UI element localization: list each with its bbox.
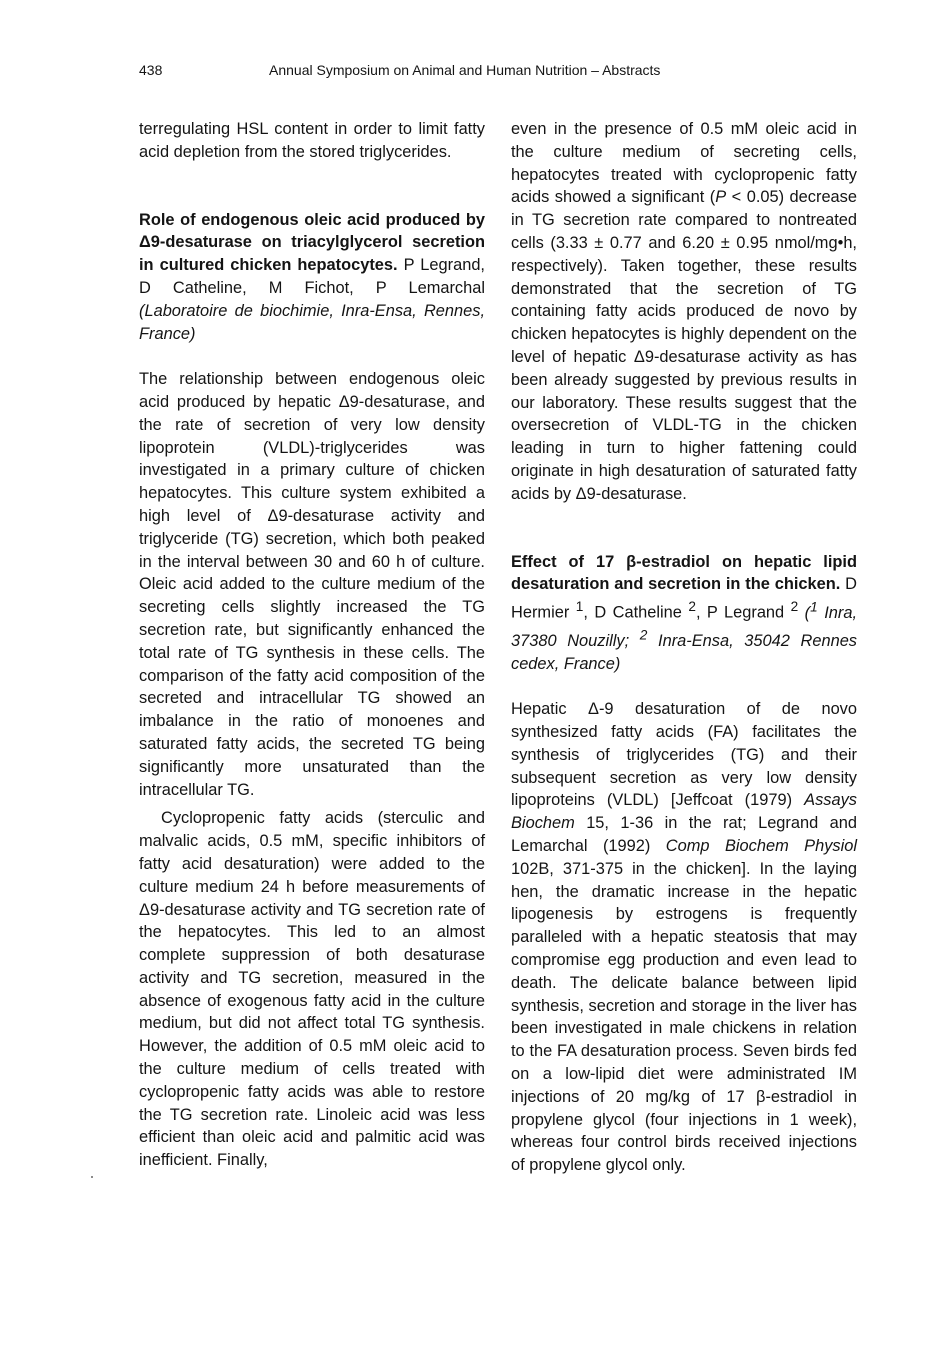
abstract-2-affiliation: ($^1$ Inra, 37380 Nouzilly; $^2$ Inra-Ensa, 35042 Rennes cedex, France) — [511, 599, 857, 673]
abstract-2-heading: Effect of 17 β-estradiol on hepatic lipid desaturation and secretion in the chicken. D Hermier $^1$, D Catheline $^2$, P Legrand $^2$ ($^1$ Inra, 37380 Nouzilly; $^2$ Inra-Ensa, 35042 Rennes cedex, France) — [511, 552, 857, 673]
abstract-1-paragraph-1: The relationship between endogenous oleic acid produced by hepatic Δ9-desaturase, and the rate of secretion of very low density lipoprotein (VLDL)-triglycerides was investigated in a primary culture of chicken hepatocytes. This culture system exhibited a high level of Δ9-desaturase activity and triglyceride (TG) secretion, which both peaked in the interval between 30 and 60 h of culture. Oleic acid added to the culture medium of the secreting cells slightly increased the TG secretion rate, but significantly enhanced the total rate of TG synthesis in these cells. The comparison of the fatty acid composition of the secreted and intracellular TG showed an imbalance in the ratio of monoenes and saturated fatty acids, the secreted TG being significantly more unsaturated than the intracellular TG. — [139, 370, 485, 799]
page-header — [139, 62, 859, 82]
right-column — [511, 118, 857, 1177]
scan-speck — [91, 1176, 93, 1178]
abstract-1-paragraph-2: Cyclopropenic fatty acids (sterculic and malvalic acids, 0.5 mM, specific inhibitors of fatty acid desaturation) were added to the culture medium 24 h before measurements of Δ9-desaturase activity and TG secretion rate of the hepatocytes. This led to an almost complete suppression of both desaturase activity and TG secretion, measured in the absence of exogenous fatty acid in the culture medium, but did not affect total TG synthesis. However, the addition of 0.5 mM oleic acid to the culture medium of cells treated with cyclopropenic fatty acids was able to restore the TG secretion rate. Linoleic acid was less efficient than oleic acid and palmitic acid was inefficient. Finally, — [139, 809, 485, 1170]
abstract-1-paragraph-3: even in the presence of 0.5 mM oleic acid in the culture medium of secreting cells, hepatocytes treated with cyclopropenic fatty acids showed a significant (P < 0.05) decrease in TG secretion rate compared to nontreated cells (3.33 ± 0.77 and 6.20 ± 0.95 nmol/mg•h, respectively). Taken together, these results demonstrated that the secretion of TG containing fatty acids produced de novo by chicken hepatocytes is highly dependent on the level of hepatic Δ9-desaturase activity as has been already suggested by previous results in our laboratory. These results suggest that the oversecretion of VLDL-TG in the chicken leading in turn to higher fattening could originate in high desaturation of saturated fatty acids by Δ9-desaturase. — [511, 120, 857, 503]
abstract-1-affiliation: (Laboratoire de biochimie, Inra-Ensa, Rennes, France) — [139, 301, 485, 343]
abstract-2-body: Hepatic Δ-9 desaturation of de novo synthesized fatty acids (FA) facilitates the synthesis of triglycerides (TG) and their subsequent secretion as very low density lipoproteins (VLDL) [Jeffcoat (1979) Assays Biochem 15, 1-36 in the rat; Legrand and Lemarchal (1992) Comp Biochem Physiol 102B, 371-375 in the chicken]. In the laying hen, the dramatic increase in the hepatic lipogenesis by estrogens is frequently paralleled with a hepatic steatosis that may compromise egg production and even lead to death. The delicate balance between lipid synthesis, secretion and storage in the liver has been investigated in male chickens in relation to the FA desaturation process. Seven birds fed on a low-lipid diet were administrated IM injections of 20 mg/kg of 17 β-estradiol in propylene glycol (four injections in 1 week), whereas four control birds received injections of propylene glycol only. — [511, 700, 858, 1175]
abstract-1-title: Role of endogenous oleic acid produced by Δ9-desaturase on triacylglycerol secretion in cultured chicken hepatocytes. — [139, 210, 485, 275]
running-title: Annual Symposium on Animal and Human Nutrition – Abstracts — [269, 62, 661, 78]
continuation-paragraph: terregulating HSL content in order to limit fatty acid depletion from the stored triglycerides. — [139, 120, 485, 161]
page-number: 438 — [139, 62, 163, 78]
abstract-2-title: Effect of 17 β-estradiol on hepatic lipid desaturation and secretion in the chicken. — [511, 552, 857, 594]
abstract-1-authors: P Legrand, D Catheline, M Fichot, P Lemarchal — [139, 256, 485, 297]
abstract-1-heading — [139, 209, 485, 346]
left-column — [139, 118, 485, 1172]
